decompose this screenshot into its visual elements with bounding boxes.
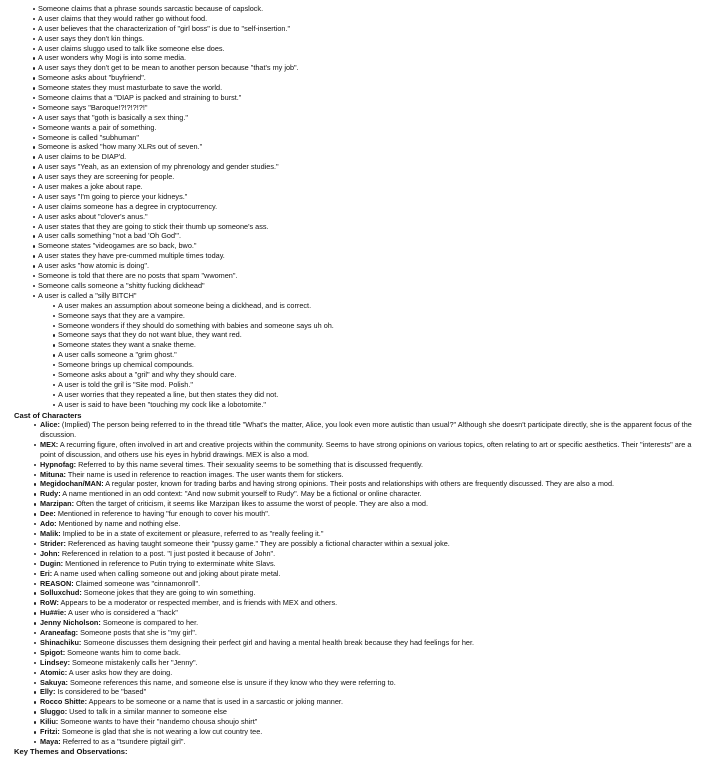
- cast-name: Lindsey:: [40, 657, 71, 667]
- cast-item: [0, 509, 707, 519]
- cast-item: [0, 559, 707, 569]
- list-item: Someone is called "subhuman": [0, 133, 707, 143]
- nested-list-item: A user worries that they repeated a line, but then states they did not.: [0, 390, 707, 400]
- cast-name: Rocco Shitte:: [40, 697, 88, 707]
- cast-item: [0, 668, 707, 678]
- cast-name: REASON:: [40, 578, 74, 588]
- cast-name: Strider:: [40, 538, 66, 548]
- cast-description: Implied to be in a state of excitement or pleasure, referred to as "really feeling it.": [60, 528, 324, 538]
- list-item: A user makes a joke about rape.: [0, 182, 707, 192]
- cast-item: [0, 489, 707, 499]
- list-item: A user states that they are going to stick their thumb up someone's ass.: [0, 222, 707, 232]
- cast-name: Megidochan/MAN:: [40, 479, 104, 489]
- cast-name: Rudy:: [40, 489, 61, 499]
- cast-description: Someone posts that she is "my girl".: [78, 628, 197, 638]
- nested-list-item: Someone wonders if they should do something with babies and someone says uh oh.: [0, 321, 707, 331]
- observation-list: [0, 4, 707, 301]
- list-item: A user believes that the characterization of "girl boss" is due to "self-insertion.": [0, 24, 707, 34]
- cast-name: Dee:: [40, 509, 56, 519]
- nested-list-item: Someone states they want a snake theme.: [0, 340, 707, 350]
- cast-name: Sluggo:: [40, 707, 68, 717]
- cast-description: Appears to be a moderator or respected member, and is friends with MEX and others.: [58, 598, 338, 608]
- list-item: Someone says "Baroque!?!?!?!?!": [0, 103, 707, 113]
- cast-heading: Cast of Characters: [14, 410, 82, 420]
- cast-name: Elly:: [40, 687, 56, 697]
- cast-name: John:: [40, 548, 60, 558]
- list-item: Someone calls someone a "shitty fucking dickhead": [0, 281, 707, 291]
- list-item: A user asks about "clover's anus.": [0, 212, 707, 222]
- cast-item: [0, 569, 707, 579]
- cast-item: [0, 588, 707, 598]
- cast-item: [0, 678, 707, 688]
- cast-name: Hu##ie:: [40, 608, 67, 618]
- cast-name: Araneafag:: [40, 628, 79, 638]
- cast-name: Sakuya:: [40, 677, 68, 687]
- cast-description: A name used when calling someone out and joking about pirate metal.: [52, 568, 281, 578]
- list-item: A user says they don't get to be mean to another person because "that's my job".: [0, 63, 707, 73]
- cast-item: [0, 697, 707, 707]
- cast-description: Someone is glad that she is not wearing a low cut country tee.: [59, 727, 263, 737]
- cast-description: Someone mistakenly calls her "Jenny".: [70, 657, 198, 667]
- cast-item: [0, 539, 707, 549]
- cast-name: Ado:: [40, 519, 57, 529]
- cast-item: [0, 608, 707, 618]
- nested-list-item: Someone says that they do not want blue, they want red.: [0, 330, 707, 340]
- list-item: Someone states "videogames are so back, bwo.": [0, 241, 707, 251]
- cast-description: Someone wants him to come back.: [65, 647, 181, 657]
- cast-name: MEX:: [40, 439, 59, 449]
- list-item: A user wonders why Mogi is into some media.: [0, 53, 707, 63]
- cast-description: A user asks how they are doing.: [67, 667, 173, 677]
- cast-name: Solluxchud:: [40, 588, 82, 598]
- list-item: Someone asks about "buyfriend".: [0, 73, 707, 83]
- list-item: A user says "Yeah, as an extension of my phrenology and gender studies.": [0, 162, 707, 172]
- cast-name: Shinachiku:: [40, 637, 82, 647]
- cast-description: Someone wants to have their "nandemo chousa shoujo shirt": [58, 717, 258, 727]
- cast-item: [0, 499, 707, 509]
- cast-item: [0, 598, 707, 608]
- cast-description: Used to talk in a similar manner to someone else: [67, 707, 227, 717]
- cast-description: Referenced in relation to a post. "I just posted it because of John".: [59, 548, 276, 558]
- list-item: A user states they have pre-cummed multiple times today.: [0, 251, 707, 261]
- list-item: Someone claims that a "DIAP is packed and straining to burst.": [0, 93, 707, 103]
- cast-description: A name mentioned in an odd context: "And now submit yourself to Rudy". May be a fictional or online character.: [60, 489, 422, 499]
- list-item: A user claims to be DIAP'd.: [0, 152, 707, 162]
- nested-list-item: A user is said to have been "touching my cock like a lobotomite.": [0, 400, 707, 410]
- cast-item: [0, 727, 707, 737]
- cast-item: [0, 648, 707, 658]
- cast-description: Someone is compared to her.: [100, 618, 199, 628]
- list-item: A user says that "goth is basically a sex thing.": [0, 113, 707, 123]
- cast-description: Mentioned in reference to Putin trying to exterminate white Slavs.: [63, 558, 276, 568]
- cast-name: Malik:: [40, 528, 61, 538]
- cast-item: [0, 707, 707, 717]
- cast-name: Alice:: [40, 420, 60, 430]
- list-item: A user is called a "silly BITCH": [0, 291, 707, 301]
- cast-item: [0, 479, 707, 489]
- list-item: Someone wants a pair of something.: [0, 123, 707, 133]
- list-item: Someone claims that a phrase sounds sarcastic because of capslock.: [0, 4, 707, 14]
- cast-name: Kiliu:: [40, 717, 59, 727]
- cast-item: [0, 420, 707, 440]
- list-item: A user says "I'm going to pierce your kidneys.": [0, 192, 707, 202]
- cast-description: Mentioned by name and nothing else.: [56, 519, 181, 529]
- list-item: Someone is asked "how many XLRs out of seven.": [0, 142, 707, 152]
- cast-item: [0, 717, 707, 727]
- cast-name: Eri:: [40, 568, 53, 578]
- cast-item: [0, 440, 707, 460]
- cast-description: Often the target of criticism, it seems like Marzipan likes to assume the worst of people. They are also a mod.: [74, 499, 428, 509]
- list-item: A user asks "how atomic is doing".: [0, 261, 707, 271]
- nested-list-item: Someone asks about a "gril" and why they should care.: [0, 370, 707, 380]
- next-section-heading: Key Themes and Observations:: [14, 746, 128, 756]
- cast-item: [0, 687, 707, 697]
- cast-name: Spigot:: [40, 647, 66, 657]
- cast-description: Their name is used in reference to reaction images. The user wants them for stickers.: [65, 469, 344, 479]
- cast-description: A user who is considered a "hack": [66, 608, 178, 618]
- cast-item: [0, 579, 707, 589]
- document-body: [0, 4, 707, 756]
- cast-list: [0, 420, 707, 747]
- cast-description: Someone jokes that they are going to win something.: [81, 588, 256, 598]
- nested-list-item: Someone says that they are a vampire.: [0, 311, 707, 321]
- cast-item: [0, 638, 707, 648]
- cast-name: Atomic:: [40, 667, 68, 677]
- list-item: A user claims someone has a degree in cryptocurrency.: [0, 202, 707, 212]
- list-item: A user says they don't kin things.: [0, 34, 707, 44]
- nested-list-item: A user calls someone a "grim ghost.": [0, 350, 707, 360]
- cast-description: A recurring figure, often involved in art and creative projects within the community. Seems to have strong opinions on various topics, often relating to art or specific aesthetics. Their "interests" are a point of discussion, and others use his eyes in hybrid drawings. MEX is also a mod.: [40, 439, 692, 459]
- cast-item: [0, 618, 707, 628]
- cast-item: [0, 737, 707, 747]
- nested-observation-list: [0, 301, 707, 410]
- cast-item: [0, 658, 707, 668]
- cast-item: [0, 519, 707, 529]
- cast-description: Referred to by this name several times. Their sexuality seems to be something that is discussed frequently.: [76, 459, 423, 469]
- cast-name: Mituna:: [40, 469, 66, 479]
- cast-description: (Implied) The person being referred to in the thread title "What's the matter, Alice, you look even more autistic than usual?" Although she doesn't participate directly, she is the apparent focus of the discussion.: [40, 420, 692, 439]
- nested-list-item: A user is told the gril is "Site mod. Polish.": [0, 380, 707, 390]
- nested-list-item: Someone brings up chemical compounds.: [0, 360, 707, 370]
- cast-item: [0, 460, 707, 470]
- cast-name: RoW:: [40, 598, 59, 608]
- cast-item: [0, 470, 707, 480]
- cast-description: A regular poster, known for trading barbs and having strong opinions. Their posts and relationships with others are frequently discussed. They are also a mod.: [103, 479, 615, 489]
- cast-description: Is considered to be "based": [55, 687, 147, 697]
- cast-name: Fritzi:: [40, 727, 60, 737]
- cast-item: [0, 628, 707, 638]
- list-item: Someone states they must masturbate to save the world.: [0, 83, 707, 93]
- list-item: A user says they are screening for people.: [0, 172, 707, 182]
- cast-name: Marzipan:: [40, 499, 75, 509]
- cast-description: Referred to as a "tsundere pigtail girl".: [60, 737, 186, 747]
- cast-name: Dugin:: [40, 558, 64, 568]
- cast-name: Jenny Nicholson:: [40, 618, 101, 628]
- cast-description: Appears to be someone or a name that is used in a sarcastic or joking manner.: [87, 697, 343, 707]
- nested-list-item: A user makes an assumption about someone being a dickhead, and is correct.: [0, 301, 707, 311]
- cast-description: Claimed someone was "cinnamonroll".: [73, 578, 201, 588]
- cast-description: Someone references this name, and someone else is unsure if they know who they were referring to.: [68, 677, 396, 687]
- cast-description: Someone discusses them designing their perfect girl and having a mental health break because they had feelings for her.: [81, 637, 475, 647]
- cast-item: [0, 529, 707, 539]
- cast-name: Hypnofag:: [40, 459, 77, 469]
- list-item: A user claims that they would rather go without food.: [0, 14, 707, 24]
- list-item: A user calls something "not a bad 'Oh God'".: [0, 231, 707, 241]
- cast-item: [0, 549, 707, 559]
- list-item: A user claims sluggo used to talk like someone else does.: [0, 44, 707, 54]
- cast-description: Referenced as having taught someone their "pussy game." They are possibly a fictional character within a sexual joke.: [65, 538, 450, 548]
- list-item: Someone is told that there are no posts that spam "wwomen".: [0, 271, 707, 281]
- cast-name: Maya:: [40, 737, 61, 747]
- cast-description: Mentioned in reference to having "fur enough to cover his mouth".: [55, 509, 270, 519]
